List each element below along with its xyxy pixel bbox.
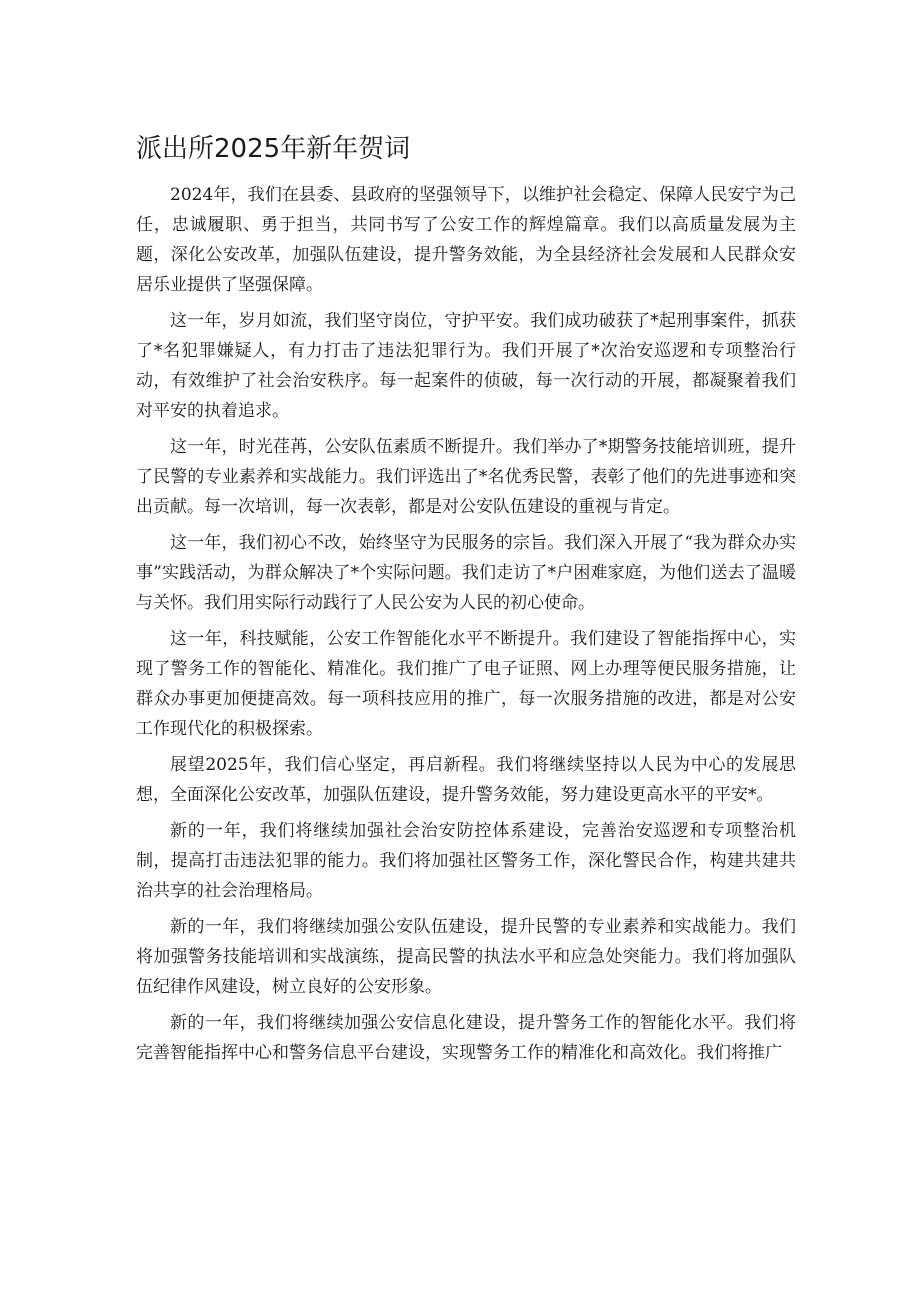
paragraph: 这一年，科技赋能，公安工作智能化水平不断提升。我们建设了智能指挥中心，实现了警务工作的智能化、精准化。我们推广了电子证照、网上办理等便民服务措施，让群众办事更加便捷高效。每一项科技应用的推广，每一次服务措施的改进，都是对公安工作现代化的积极探索。 (136, 629, 796, 739)
paragraph: 2024年，我们在县委、县政府的坚强领导下，以维护社会稳定、保障人民安宁为己任，忠诚履职、勇于担当，共同书写了公安工作的辉煌篇章。我们以高质量发展为主题，深化公安改革，加强队伍建设，提升警务效能，为全县经济社会发展和人民群众安居乐业提供了坚强保障。 (136, 185, 796, 295)
paragraph: 这一年，时光荏苒，公安队伍素质不断提升。我们举办了*期警务技能培训班，提升了民警的专业素养和实战能力。我们评选出了*名优秀民警，表彰了他们的先进事迹和突出贡献。每一次培训，每一次表彰，都是对公安队伍建设的重视与肯定。 (136, 437, 796, 517)
paragraph: 新的一年，我们将继续加强公安信息化建设，提升警务工作的智能化水平。我们将完善智能指挥中心和警务信息平台建设，实现警务工作的精准化和高效化。我们将推广 (136, 1013, 796, 1063)
page-title: 派出所2025年新年贺词 (136, 134, 411, 164)
paragraph: 新的一年，我们将继续加强社会治安防控体系建设，完善治安巡逻和专项整治机制，提高打击违法犯罪的能力。我们将加强社区警务工作，深化警民合作，构建共建共治共享的社会治理格局。 (136, 821, 796, 901)
paragraph: 这一年，我们初心不改，始终坚守为民服务的宗旨。我们深入开展了“我为群众办实事”实践活动，为群众解决了*个实际问题。我们走访了*户困难家庭，为他们送去了温暖与关怀。我们用实际行动践行了人民公安为人民的初心使命。 (136, 533, 796, 613)
document-body (136, 180, 796, 1074)
paragraph: 这一年，岁月如流，我们坚守岗位，守护平安。我们成功破获了*起刑事案件，抓获了*名犯罪嫌疑人，有力打击了违法犯罪行为。我们开展了*次治安巡逻和专项整治行动，有效维护了社会治安秩序。每一起案件的侦破，每一次行动的开展，都凝聚着我们对平安的执着追求。 (136, 311, 796, 421)
paragraph: 展望2025年，我们信心坚定，再启新程。我们将继续坚持以人民为中心的发展思想，全面深化公安改革，加强队伍建设，提升警务效能，努力建设更高水平的平安*。 (136, 755, 796, 805)
paragraph: 新的一年，我们将继续加强公安队伍建设，提升民警的专业素养和实战能力。我们将加强警务技能培训和实战演练，提高民警的执法水平和应急处突能力。我们将加强队伍纪律作风建设，树立良好的公安形象。 (136, 917, 796, 997)
